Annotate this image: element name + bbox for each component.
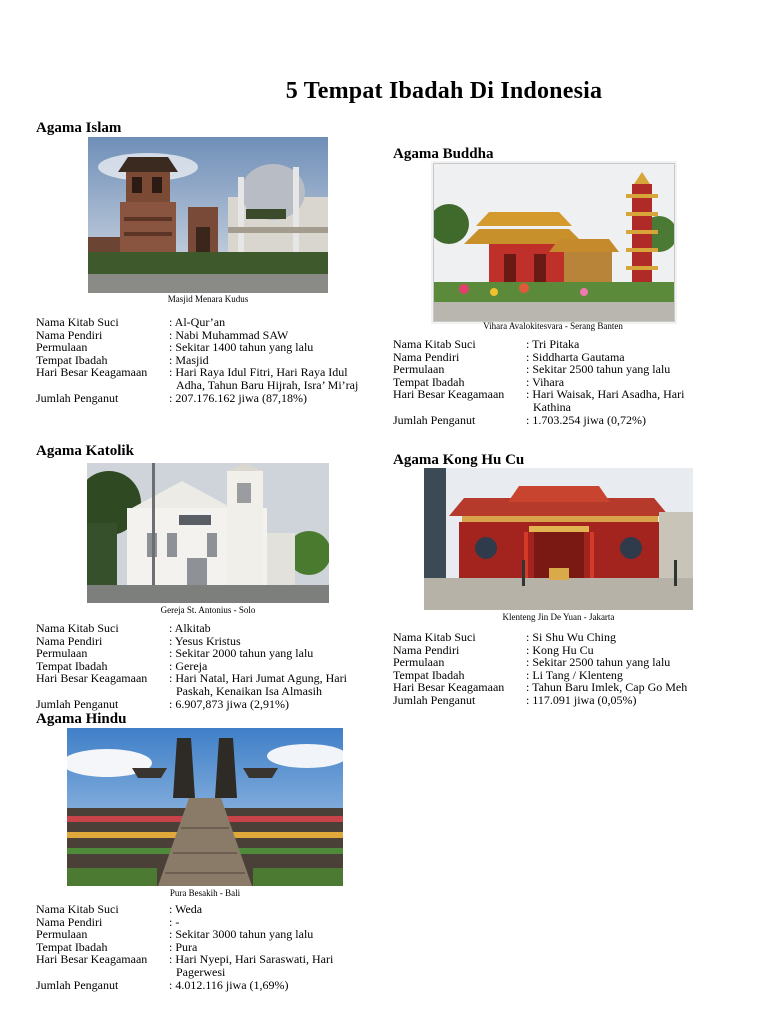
label-kitab: Nama Kitab Suci xyxy=(36,621,119,635)
photo-caption: Vihara Avalokitesvara - Serang Banten xyxy=(483,321,623,331)
value-pendiri: : - xyxy=(169,914,180,929)
value-pendiri: : Yesus Kristus xyxy=(169,633,241,648)
section-heading: Agama Hindu xyxy=(36,711,127,727)
value-hari-besar-line2: Pagerwesi xyxy=(176,964,226,979)
label-pendiri: Nama Pendiri xyxy=(393,642,460,657)
value-permulaan: : Sekitar 3000 tahun yang lalu xyxy=(169,927,314,942)
label-tempat: Tempat Ibadah xyxy=(36,939,108,954)
value-tempat: : Vihara xyxy=(526,374,565,389)
label-kitab: Nama Kitab Suci xyxy=(36,315,119,329)
value-pendiri: : Siddharta Gautama xyxy=(526,349,625,364)
value-tempat: : Li Tang / Klenteng xyxy=(526,667,623,682)
section-konghucu xyxy=(393,452,524,469)
label-kitab: Nama Kitab Suci xyxy=(393,630,476,644)
value-hari-besar xyxy=(169,953,376,978)
label-hari-besar: Hari Besar Keagamaan xyxy=(36,952,148,967)
info-row-kitab xyxy=(36,316,376,329)
section-heading: Agama Kong Hu Cu xyxy=(393,452,525,468)
photo-vihara-avalokitesvara xyxy=(433,163,675,322)
value-penganut: : 1.703.254 jiwa (0,72%) xyxy=(526,412,646,427)
info-row-penganut xyxy=(393,414,733,427)
value-pendiri: : Kong Hu Cu xyxy=(526,642,594,657)
value-hari-besar-line2: Paskah, Kenaikan Isa Almasih xyxy=(176,683,322,698)
value-hari-besar xyxy=(169,366,376,391)
label-permulaan: Permulaan xyxy=(393,362,445,377)
value-kitab: : Weda xyxy=(169,902,203,916)
label-pendiri: Nama Pendiri xyxy=(36,633,103,648)
info-row-permulaan xyxy=(36,341,376,354)
label-permulaan: Permulaan xyxy=(393,655,445,670)
info-row-hari-besar xyxy=(36,672,376,697)
label-kitab: Nama Kitab Suci xyxy=(393,337,476,351)
photo-caption: Klenteng Jin De Yuan - Jakarta xyxy=(502,612,615,622)
info-row-penganut xyxy=(393,694,733,707)
photo-gereja-st-antonius xyxy=(87,463,329,603)
label-tempat: Tempat Ibadah xyxy=(393,374,465,389)
label-pendiri: Nama Pendiri xyxy=(36,327,103,342)
section-islam xyxy=(36,120,121,137)
label-penganut: Jumlah Penganut xyxy=(36,977,119,992)
value-tempat: : Masjid xyxy=(169,352,209,367)
label-hari-besar: Hari Besar Keagamaan xyxy=(393,387,505,402)
section-katolik xyxy=(36,443,134,460)
info-row-hari-besar xyxy=(393,388,733,413)
info-row-hari-besar xyxy=(36,953,376,978)
value-hari-besar-line1: : Hari Waisak, Hari Asadha, Hari xyxy=(526,387,685,402)
value-hari-besar-line1: : Hari Raya Idul Fitri, Hari Raya Idul xyxy=(169,365,348,380)
label-permulaan: Permulaan xyxy=(36,340,88,355)
value-permulaan: : Sekitar 2500 tahun yang lalu xyxy=(526,362,671,377)
label-permulaan: Permulaan xyxy=(36,927,88,942)
info-row-kitab xyxy=(393,338,733,351)
info-row-permulaan xyxy=(36,928,376,941)
label-tempat: Tempat Ibadah xyxy=(36,352,108,367)
value-hari-besar-line2: Kathina xyxy=(533,399,571,414)
label-hari-besar: Hari Besar Keagamaan xyxy=(36,365,148,380)
photo-klenteng-jin-de-yuan xyxy=(424,468,693,610)
photo-caption: Masjid Menara Kudus xyxy=(167,294,249,304)
value-pendiri: : Nabi Muhammad SAW xyxy=(169,327,289,342)
info-row-permulaan xyxy=(393,363,733,376)
value-kitab: : Si Shu Wu Ching xyxy=(526,630,616,644)
info-konghucu xyxy=(393,631,733,707)
info-katolik xyxy=(36,622,376,710)
label-pendiri: Nama Pendiri xyxy=(36,914,103,929)
label-pendiri: Nama Pendiri xyxy=(393,349,460,364)
value-permulaan: : Sekitar 1400 tahun yang lalu xyxy=(169,340,314,355)
section-heading: Agama Buddha xyxy=(393,146,494,162)
label-penganut: Jumlah Penganut xyxy=(36,696,119,711)
value-hari-besar xyxy=(526,388,733,413)
info-row-hari-besar xyxy=(36,366,376,391)
section-heading: Agama Katolik xyxy=(36,443,134,459)
value-hari-besar: : Tahun Baru Imlek, Cap Go Meh xyxy=(526,680,688,695)
value-kitab: : Al-Qur’an xyxy=(169,315,226,329)
label-hari-besar: Hari Besar Keagamaan xyxy=(36,671,148,686)
value-hari-besar-line1: : Hari Natal, Hari Jumat Agung, Hari xyxy=(169,671,347,686)
info-row-kitab xyxy=(36,903,376,916)
section-hindu xyxy=(36,711,126,728)
info-row-kitab xyxy=(393,631,733,644)
label-penganut: Jumlah Penganut xyxy=(393,692,476,707)
value-kitab: : Tri Pitaka xyxy=(526,337,580,351)
value-permulaan: : Sekitar 2500 tahun yang lalu xyxy=(526,655,671,670)
value-penganut: : 207.176.162 jiwa (87,18%) xyxy=(169,390,307,405)
value-penganut: : 6.907,873 jiwa (2,91%) xyxy=(169,696,289,711)
label-permulaan: Permulaan xyxy=(36,646,88,661)
photo-caption: Gereja St. Antonius - Solo xyxy=(160,605,256,615)
info-row-permulaan xyxy=(393,656,733,669)
label-penganut: Jumlah Penganut xyxy=(36,390,119,405)
label-tempat: Tempat Ibadah xyxy=(393,667,465,682)
value-penganut: : 4.012.116 jiwa (1,69%) xyxy=(169,977,289,992)
info-buddha xyxy=(393,338,733,426)
info-row-penganut xyxy=(36,979,376,992)
info-islam xyxy=(36,316,376,404)
info-hindu xyxy=(36,903,376,991)
value-tempat: : Gereja xyxy=(169,658,208,673)
value-kitab: : Alkitab xyxy=(169,621,211,635)
label-penganut: Jumlah Penganut xyxy=(393,412,476,427)
page-title: 5 Tempat Ibadah Di Indonesia xyxy=(285,78,603,104)
photo-masjid-menara-kudus xyxy=(88,137,328,293)
info-row-penganut xyxy=(36,392,376,405)
label-tempat: Tempat Ibadah xyxy=(36,658,108,673)
info-row-permulaan xyxy=(36,647,376,660)
value-permulaan: : Sekitar 2000 tahun yang lalu xyxy=(169,646,314,661)
value-hari-besar-line1: : Hari Nyepi, Hari Saraswati, Hari xyxy=(169,952,334,967)
value-hari-besar xyxy=(169,672,376,697)
label-hari-besar: Hari Besar Keagamaan xyxy=(393,680,505,695)
label-kitab: Nama Kitab Suci xyxy=(36,902,119,916)
info-row-kitab xyxy=(36,622,376,635)
value-penganut: : 117.091 jiwa (0,05%) xyxy=(526,692,637,707)
value-hari-besar-line2: Adha, Tahun Baru Hijrah, Isra’ Mi’raj xyxy=(176,377,359,392)
photo-caption: Pura Besakih - Bali xyxy=(169,888,241,898)
value-tempat: : Pura xyxy=(169,939,198,954)
photo-pura-besakih xyxy=(67,728,343,886)
section-buddha xyxy=(393,146,493,163)
section-heading: Agama Islam xyxy=(36,120,122,136)
info-row-penganut xyxy=(36,698,376,711)
